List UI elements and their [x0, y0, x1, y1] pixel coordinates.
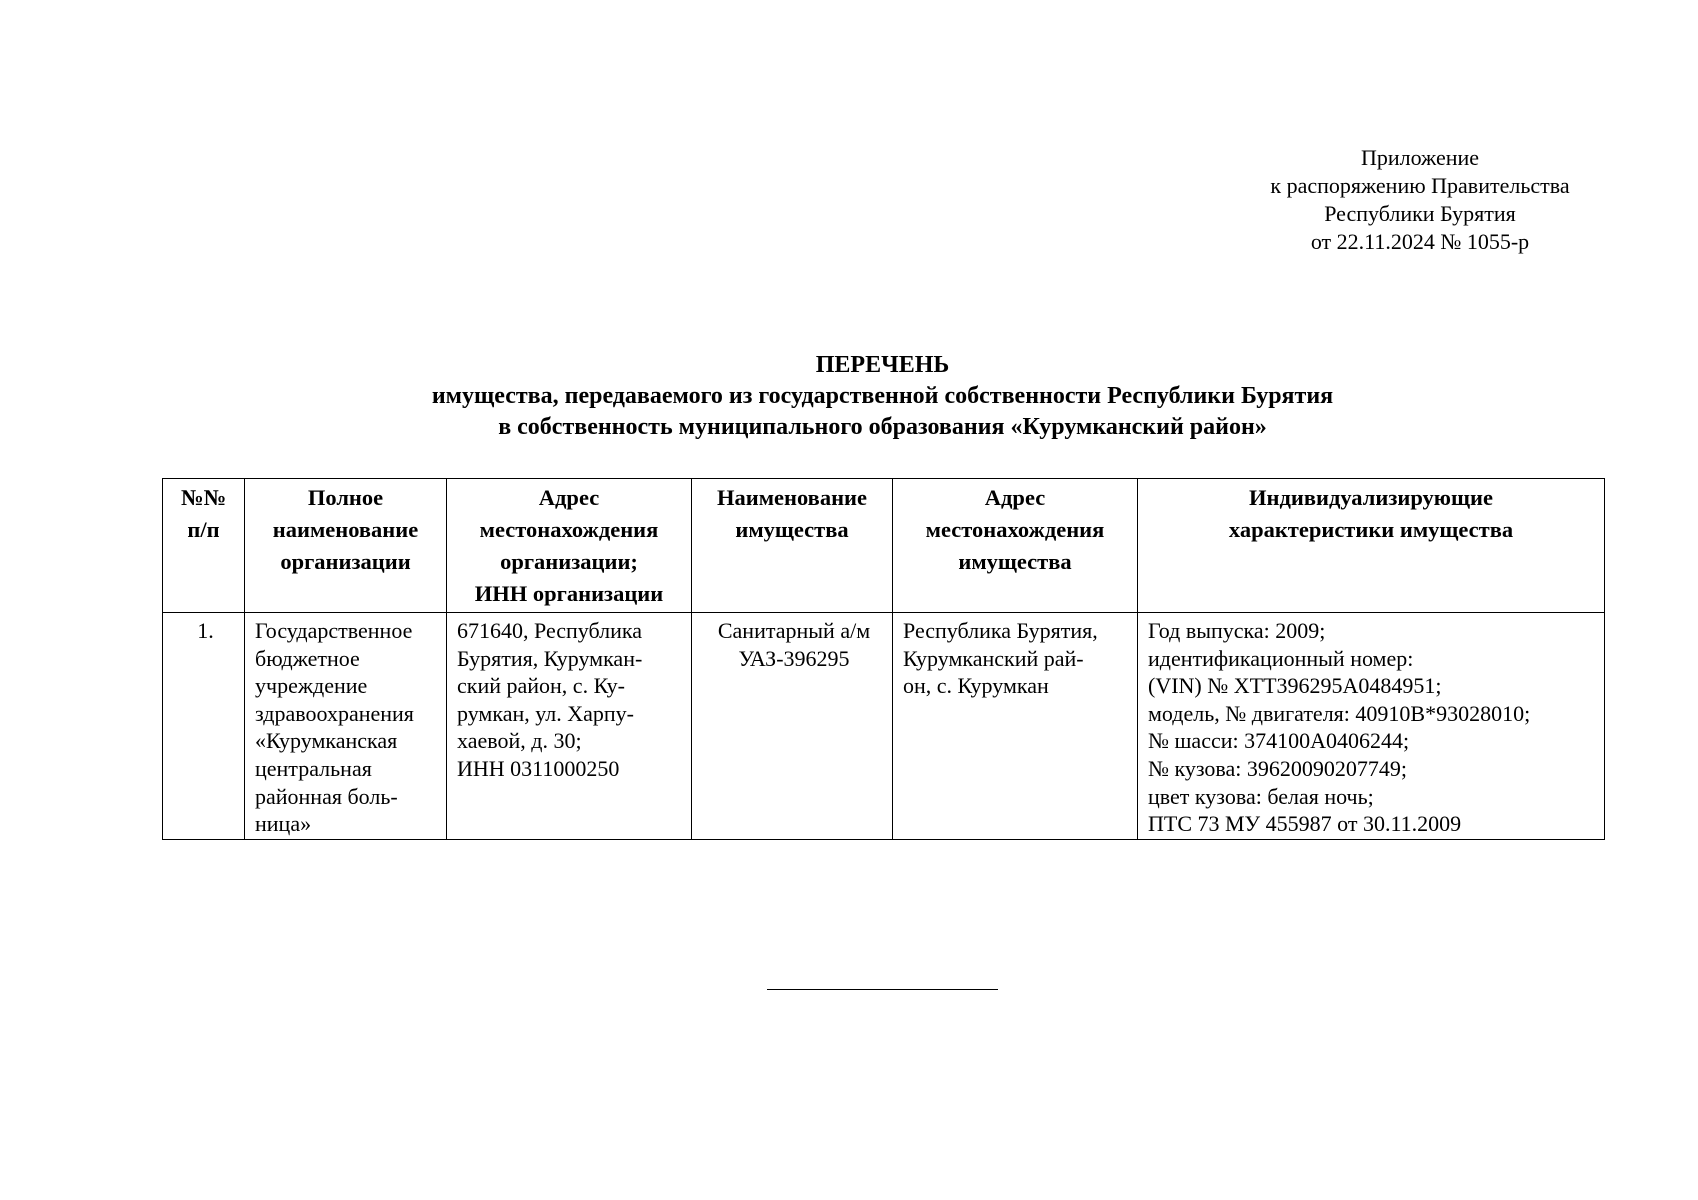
appendix-label: Приложение	[1360, 145, 1480, 170]
appendix-date-number: от 22.11.2024 № 1055-р	[1310, 229, 1530, 254]
cell-property-address: Республика Бурятия, Курумканский рай- он, с. Курумкан	[893, 613, 1138, 840]
header-property-address: Адрес местонахождения имущества	[893, 479, 1138, 613]
header-organization-address: Адрес местонахождения организации; ИНН организации	[447, 479, 692, 613]
header-organization-name: Полное наименование организации	[245, 479, 447, 613]
property-table	[162, 478, 1605, 840]
cell-characteristics: Год выпуска: 2009; идентификационный номер: (VIN) № XTT396295A0484951; модель, № двигателя: 40910B*93028010; № шасси: 374100A0406244; № кузова: 39620090207749; цвет кузова: белая ночь; ПТС 73 МУ 455987 от 30.11.2009	[1138, 613, 1605, 840]
header-number: №№ п/п	[163, 479, 245, 613]
document-title	[0, 350, 1698, 443]
appendix-block	[1220, 144, 1620, 256]
title-subtitle-line1: имущества, передаваемого из государственной собственности Республики Бурятия	[431, 383, 1334, 409]
cell-property-name: Санитарный а/м УАЗ-396295	[692, 613, 893, 840]
closing-separator-line	[767, 989, 998, 990]
header-property-name: Наименование имущества	[692, 479, 893, 613]
cell-organization-name: Государственное бюджетное учреждение здравоохранения «Курумканская центральная районная боль- ница»	[245, 613, 447, 840]
table-header-row	[163, 479, 1605, 613]
title-heading: ПЕРЕЧЕНЬ	[815, 352, 950, 378]
appendix-order-ref: к распоряжению Правительства	[1270, 173, 1570, 198]
cell-organization-address: 671640, Республика Бурятия, Курумкан- ский район, с. Ку- румкан, ул. Харпу- хаевой, д. 30; ИНН 0311000250	[447, 613, 692, 840]
appendix-government: Республики Бурятия	[1324, 201, 1516, 226]
table-row	[163, 613, 1605, 840]
cell-number: 1.	[163, 613, 245, 840]
title-subtitle-line2: в собственность муниципального образования «Курумканский район»	[498, 414, 1267, 440]
header-characteristics: Индивидуализирующие характеристики имущества	[1138, 479, 1605, 613]
